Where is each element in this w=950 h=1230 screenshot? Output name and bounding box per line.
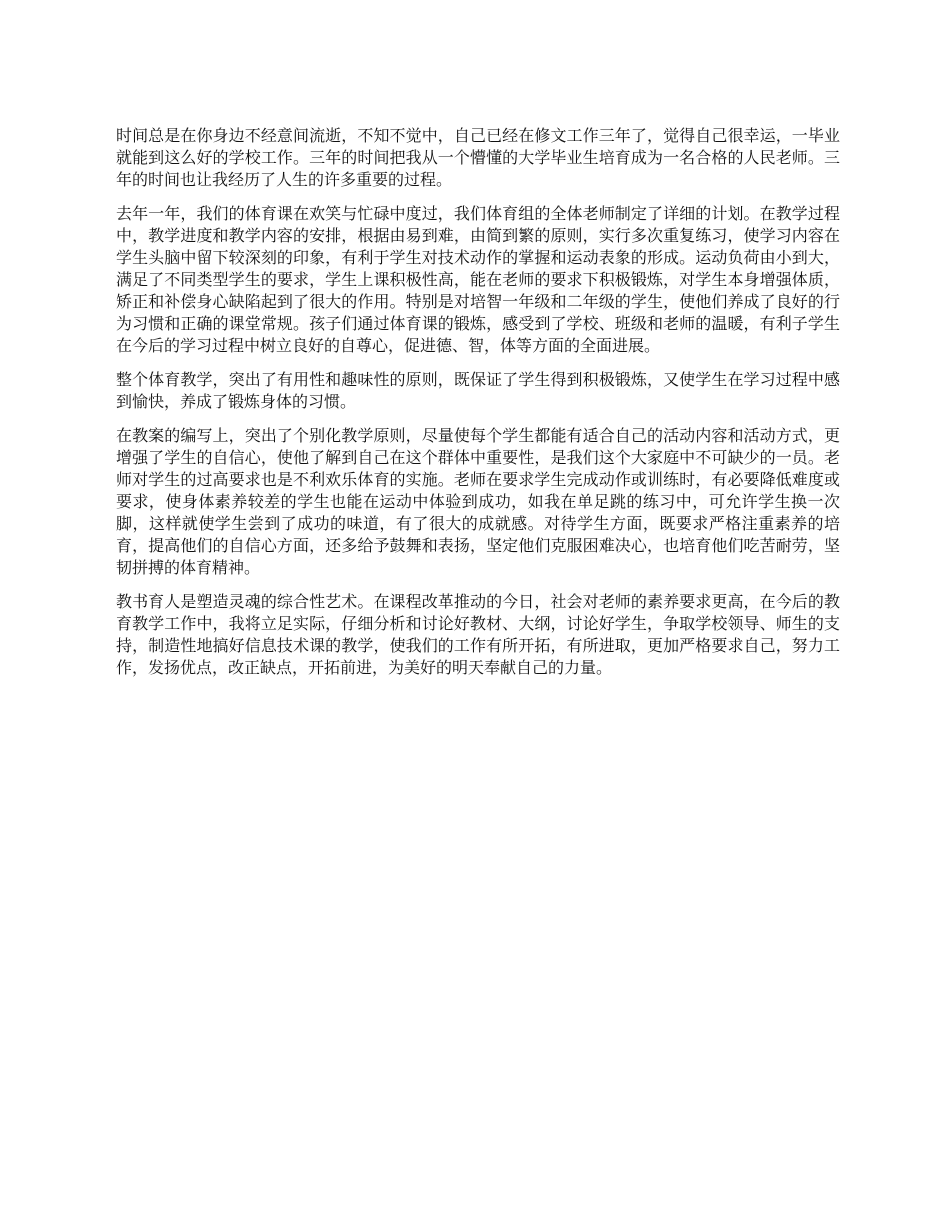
paragraph-4: 在教案的编写上，突出了个别化教学原则，尽量使每个学生都能有适合自己的活动内容和活动方式，更增强了学生的自信心，使他了解到自己在这个群体中重要性，是我们这个大家庭中不可缺少的一员。老师对学生的过高要求也是不利欢乐体育的实施。老师在要求学生完成动作或训练时，有必要降低难度或要求，使身体素养较差的学生也能在运动中体验到成功，如我在单足跳的练习中，可允许学生换一次脚，这样就使学生尝到了成功的味道，有了很大的成就感。对待学生方面，既要求严格注重素养的培育，提高他们的自信心方面，还多给予鼓舞和表扬，坚定他们克服困难决心，也培育他们吃苦耐劳，坚韧拼搏的体育精神。 (116, 426, 840, 577)
paragraph-3: 整个体育教学，突出了有用性和趣味性的原则，既保证了学生得到积极锻炼，又使学生在学习过程中感到愉快，养成了锻炼身体的习惯。 (116, 370, 840, 411)
paragraph-2: 去年一年，我们的体育课在欢笑与忙碌中度过，我们体育组的全体老师制定了详细的计划。在教学过程中，教学进度和教学内容的安排，根据由易到难，由简到繁的原则，实行多次重复练习，使学习内容在学生头脑中留下较深刻的印象，有利于学生对技术动作的掌握和运动表象的形成。运动负荷由小到大，满足了不同类型学生的要求，学生上课积极性高，能在老师的要求下积极锻炼，对学生本身增强体质，矫正和补偿身心缺陷起到了很大的作用。特别是对培智一年级和二年级的学生，使他们养成了良好的行为习惯和正确的课堂常规。孩子们通过体育课的锻炼，感受到了学校、班级和老师的温暖，有利子学生在今后的学习过程中树立良好的自尊心，促进德、智，体等方面的全面进展。 (116, 204, 840, 355)
document-page (116, 125, 840, 691)
paragraph-5: 教书育人是塑造灵魂的综合性艺术。在课程改革推动的今日，社会对老师的素养要求更高，在今后的教育教学工作中，我将立足实际，仔细分析和讨论好教材、大纲，讨论好学生，争取学校领导、师生的支持，制造性地搞好信息技术课的教学，使我们的工作有所开拓，有所进取，更加严格要求自己，努力工作，发扬优点，改正缺点，开拓前进，为美好的明天奉献自己的力量。 (116, 592, 840, 677)
paragraph-1: 时间总是在你身边不经意间流逝，不知不觉中，自己已经在修文工作三年了，觉得自己很幸运，一毕业就能到这么好的学校工作。三年的时间把我从一个懵懂的大学毕业生培育成为一名合格的人民老师。三年的时间也让我经历了人生的许多重要的过程。 (116, 126, 840, 189)
